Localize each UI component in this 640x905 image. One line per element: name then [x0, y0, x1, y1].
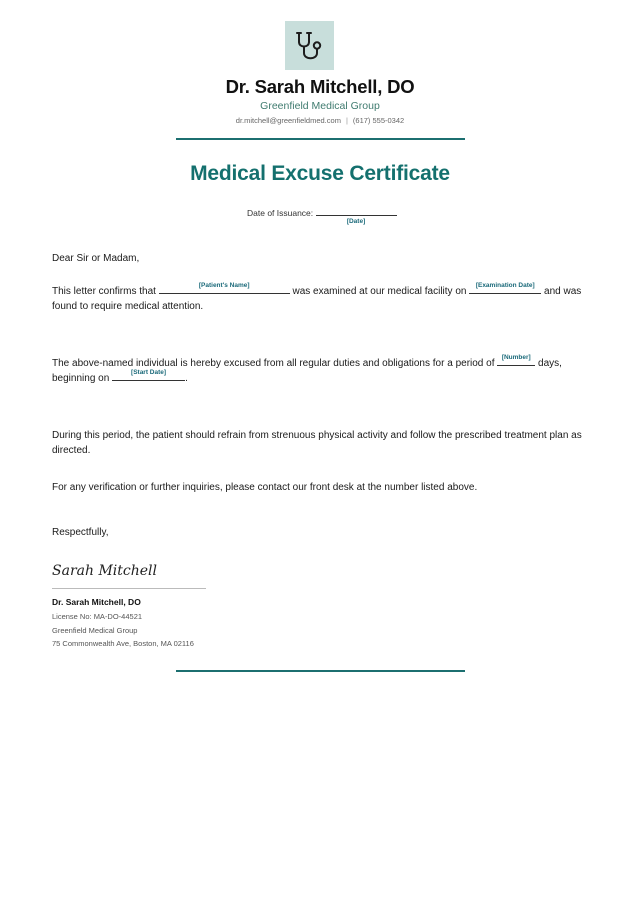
medical-group: Greenfield Medical Group	[260, 100, 380, 112]
p2-text-c: .	[185, 373, 188, 384]
paragraph-excuse	[52, 356, 592, 386]
footer-divider	[176, 670, 465, 672]
number-placeholder: [Number]	[501, 354, 531, 361]
phone: (617) 555-0342	[352, 116, 405, 125]
logo	[285, 21, 334, 70]
exam-date-field[interactable]	[469, 284, 541, 294]
greeting: Dear Sir or Madam,	[52, 253, 140, 264]
patient-name-field[interactable]	[159, 284, 290, 294]
doctor-name: Dr. Sarah Mitchell, DO	[225, 76, 415, 97]
issuance-label: Date of Issuance:	[247, 208, 314, 218]
date-placeholder: [Date]	[346, 218, 366, 225]
signatory-address: 75 Commonwealth Ave, Boston, MA 02116	[52, 639, 194, 648]
signature-line	[52, 588, 206, 589]
p1-text-a: This letter confirms that	[52, 286, 156, 297]
email: dr.mitchell@greenfieldmed.com	[235, 116, 341, 125]
handwritten-signature: Sarah Mitchell	[52, 563, 157, 579]
number-field[interactable]	[497, 356, 535, 366]
signatory-name: Dr. Sarah Mitchell, DO	[52, 597, 141, 607]
contact-line	[0, 116, 640, 125]
header-divider	[176, 138, 465, 140]
stethoscope-icon	[293, 29, 327, 63]
p1-text-b: was examined at our medical facility on	[292, 286, 467, 297]
exam-date-placeholder: [Examination Date]	[475, 282, 535, 289]
p2-text-b: days, beginning on	[52, 358, 562, 384]
paragraph-restrictions: During this period, the patient should refrain from strenuous physical activity and follow the prescribed treatment plan as directed.	[52, 430, 582, 456]
signatory-group: Greenfield Medical Group	[52, 626, 138, 635]
issuance-line	[247, 206, 397, 225]
certificate-title: Medical Excuse Certificate	[190, 162, 450, 185]
paragraph-confirmation	[52, 284, 592, 314]
closing: Respectfully,	[52, 527, 109, 538]
start-date-placeholder: [Start Date]	[131, 369, 167, 376]
p2-text-a: The above-named individual is hereby excused from all regular duties and obligations for a period of	[52, 358, 495, 369]
separator: |	[345, 116, 348, 125]
license-number: License No: MA-DO-44521	[52, 612, 143, 621]
paragraph-inquiries: For any verification or further inquiries, please contact our front desk at the number listed above.	[52, 482, 478, 493]
patient-name-placeholder: [Patient's Name]	[198, 282, 250, 289]
p1-text-c: and was found to require medical attention.	[52, 286, 582, 312]
start-date-field[interactable]	[112, 371, 185, 381]
issuance-date-field[interactable]	[316, 206, 397, 225]
